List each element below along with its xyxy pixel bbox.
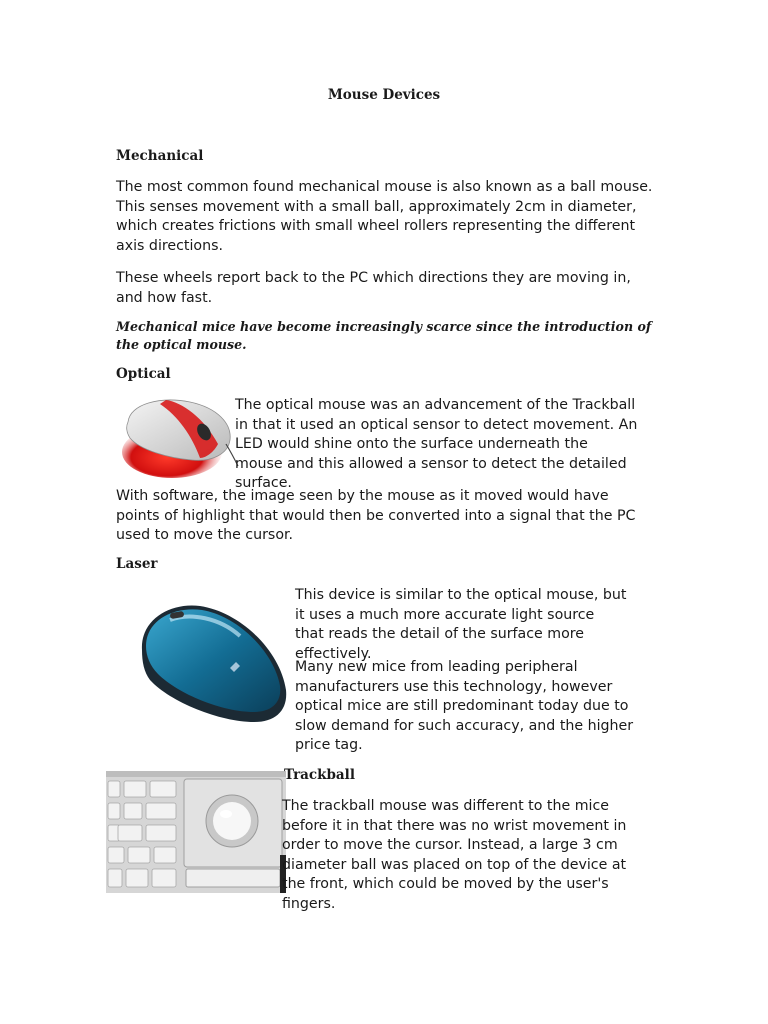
page-title: Mouse Devices xyxy=(327,87,441,103)
laser-paragraph-2: Many new mice from leading peripheral manufacturers use this technology, however optical mice are still predominant today due to slow demand for such accuracy, and the higher price tag. xyxy=(295,659,634,754)
mechanical-note: Mechanical mice have become increasingly scarce since the introduction of the optical mouse. xyxy=(116,319,652,352)
section-heading-optical: Optical xyxy=(116,366,171,382)
optical-paragraph-2: With software, the image seen by the mouse as it moved would have points of highlight that would then be converted into a signal that the PC used to move the cursor. xyxy=(116,488,636,544)
laser-paragraph-1: This device is similar to the optical mouse, but it uses a much more accurate light source that reads the detail of the surface more effectively. xyxy=(295,587,627,662)
optical-mouse-image xyxy=(120,392,238,480)
mechanical-paragraph-2: These wheels report back to the PC which directions they are moving in, and how fast. xyxy=(116,270,631,306)
mechanical-paragraph-1: The most common found mechanical mouse is also known as a ball mouse. This senses movement with a small ball, approximately 2cm in diameter, which creates frictions with small wheel rollers representing the different axis directions. xyxy=(116,179,653,254)
section-heading-trackball: Trackball xyxy=(284,767,355,783)
trackball-keyboard-image xyxy=(106,771,286,893)
laser-paragraph-2-wrap xyxy=(295,658,658,758)
optical-paragraph-1: The optical mouse was an advancement of the Trackball in that it used an optical sensor to detect movement. An LED would shine onto the surface underneath the mouse and this allowed a sensor to detect the detailed surface. xyxy=(235,397,638,492)
trackball-paragraph-1: The trackball mouse was different to the mice before it in that there was no wrist movement in order to move the cursor. Instead, a large 3 cm diameter ball was placed on top of the device at the front, which could be moved by the user's fingers. xyxy=(282,798,627,912)
laser-mouse-image xyxy=(130,590,290,730)
section-heading-laser: Laser xyxy=(116,556,158,572)
section-heading-mechanical: Mechanical xyxy=(116,148,204,164)
laser-paragraph-1-wrap xyxy=(295,586,658,662)
trackball-paragraph-1-wrap xyxy=(282,797,658,912)
optical-paragraph-1-wrap xyxy=(235,396,658,492)
